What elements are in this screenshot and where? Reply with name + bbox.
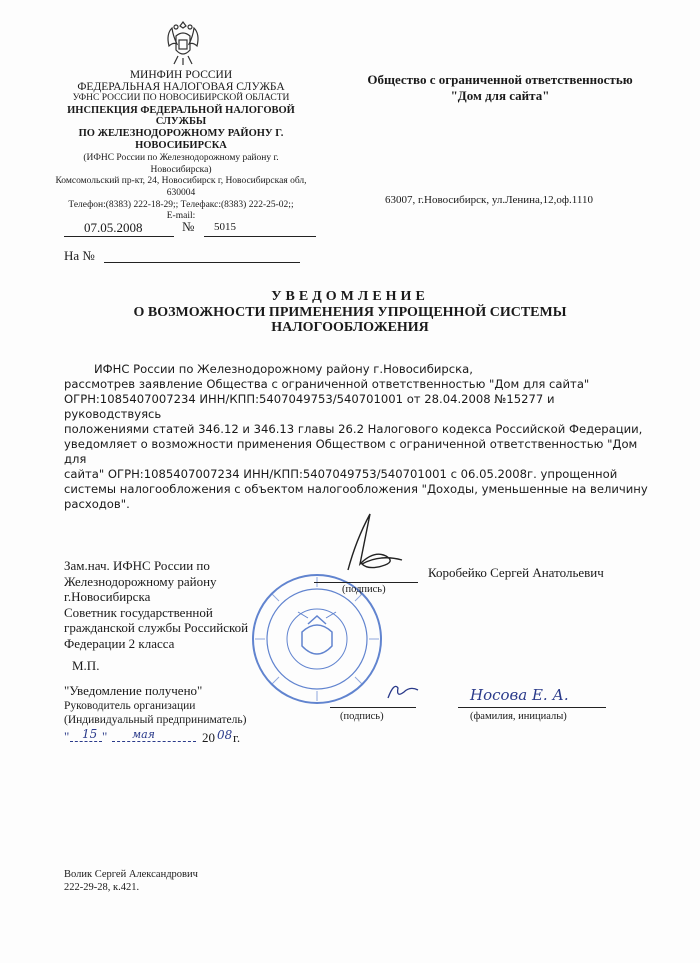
receipt-day-line [70, 741, 102, 742]
inspection-short-name: (ИФНС России по Железнодорожному району г. Новосибирска) [83, 153, 279, 175]
document-number: 5015 [214, 221, 236, 233]
signatory-position [64, 558, 248, 651]
org-head-label: Руководитель организации [64, 700, 196, 712]
position-line-4: Советник государственной [64, 604, 213, 620]
entrepreneur-label: (Индивидуальный предприниматель) [64, 714, 247, 726]
title-line-2: О ВОЗМОЖНОСТИ ПРИМЕНЕНИЯ УПРОЩЕННОЙ СИСТЕМЫ [133, 304, 567, 320]
receipt-quote-open: " [64, 729, 70, 744]
inspection-name-3: НОВОСИБИРСКА [135, 139, 227, 151]
recipient-address: 63007, г.Новосибирск, ул.Ленина,12,оф.1110 [385, 194, 593, 206]
body-line-8: расходов". [64, 497, 130, 511]
number-sign: № [182, 219, 195, 234]
receipt-year-prefix: 20 [202, 730, 215, 745]
official-signature-line [314, 582, 418, 583]
reply-to-underline [104, 262, 300, 263]
recipient-line-2: "Дом для сайта" [450, 88, 550, 103]
document-date: 07.05.2008 [84, 220, 143, 235]
receipt-month: мая [132, 728, 155, 741]
contact-phone: 222-29-28, к.421. [64, 882, 140, 893]
document-title [90, 289, 610, 336]
position-line-5: гражданской службы Российской [64, 620, 249, 635]
body-line-3: ОГРН:1085407007234 ИНН/КПП:5407049753/540701001 от 28.04.2008 №15277 и руководствуясь [64, 392, 555, 421]
body-line-6: сайта" ОГРН:1085407007234 ИНН/КПП:5407049753/540701001 с 06.05.2008г. упрощенной [64, 467, 618, 481]
position-line-6: Федерации 2 класса [64, 635, 175, 651]
receipt-day: 15 [82, 727, 98, 741]
recipient-signature-label: (подпись) [340, 711, 384, 722]
position-line-3: г.Новосибирска [64, 589, 151, 604]
date-underline [64, 236, 174, 237]
recipient-signature-line [330, 707, 416, 708]
body-line-7: системы налогообложения с объектом налогообложения "Доходы, уменьшенные на величину [64, 482, 648, 496]
recipient-name-label: (фамилия, инициалы) [470, 711, 567, 722]
official-full-name: Коробейко Сергей Анатольевич [428, 565, 604, 580]
contact-footer [64, 868, 198, 894]
body-line-4: положениями статей 346.12 и 346.13 главы 26.2 Налогового кодекса Российской Федерации, [64, 422, 643, 436]
body-line-1: ИФНС России по Железнодорожному району г.Новосибирска, [94, 362, 473, 376]
sender-address-2: 630004 [166, 187, 196, 198]
contact-name: Волик Сергей Александрович [64, 869, 198, 880]
receipt-quote-close: " [102, 729, 108, 744]
recipient-line-1: Общество с ограниченной ответственностью [367, 72, 633, 87]
ufns-name: УФНС РОССИИ ПО НОВОСИБИРСКОЙ ОБЛАСТИ [72, 93, 290, 104]
recipient-name [350, 72, 650, 104]
handwritten-name: Носова Е. А. [470, 686, 569, 704]
receipt-month-line [112, 741, 196, 742]
number-underline [204, 236, 316, 237]
official-signature-label: (подпись) [342, 584, 386, 595]
sender-email: E-mail: [166, 211, 196, 222]
title-line-3: НАЛОГООБЛОЖЕНИЯ [271, 320, 429, 335]
title-line-1: УВЕДОМЛЕНИЕ [271, 289, 429, 304]
seal-label: М.П. [72, 658, 100, 673]
coat-of-arms-icon [160, 18, 206, 68]
ministry-name: МИНФИН РОССИИ [129, 69, 233, 81]
recipient-signature-icon [384, 680, 424, 704]
position-line-1: Зам.нач. ИФНС России по [64, 558, 210, 573]
sender-address-1: Комсомольский пр-кт, 24, Новосибирск г, Новосибирская обл, [55, 176, 307, 187]
recipient-name-line [458, 707, 606, 708]
body-line-5: уведомляет о возможности применения Обществом с ограниченной ответственностью "Дом для [64, 437, 638, 466]
official-signature-icon [330, 508, 420, 588]
reply-to-label: На № [64, 248, 95, 263]
sender-phones: Телефон:(8383) 222-18-29;; Телефакс:(8383) 222-25-02;; [68, 199, 294, 210]
position-line-2: Железнодорожному району [64, 573, 217, 589]
receipt-year-end: г. [233, 730, 241, 745]
receipt-year-suffix: 08 [217, 728, 233, 742]
inspection-name-2: ПО ЖЕЛЕЗНОДОРОЖНОМУ РАЙОНУ Г. [78, 127, 284, 139]
service-name: ФЕДЕРАЛЬНАЯ НАЛОГОВАЯ СЛУЖБА [77, 80, 285, 93]
body-line-2: рассмотрев заявление Общества с ограниченной ответственностью "Дом для сайта" [64, 377, 590, 391]
inspection-name-1: ИНСПЕКЦИЯ ФЕДЕРАЛЬНОЙ НАЛОГОВОЙ СЛУЖБЫ [67, 104, 295, 128]
notice-received: "Уведомление получено" [64, 683, 203, 698]
notice-body [64, 362, 654, 512]
sender-header [52, 70, 310, 223]
